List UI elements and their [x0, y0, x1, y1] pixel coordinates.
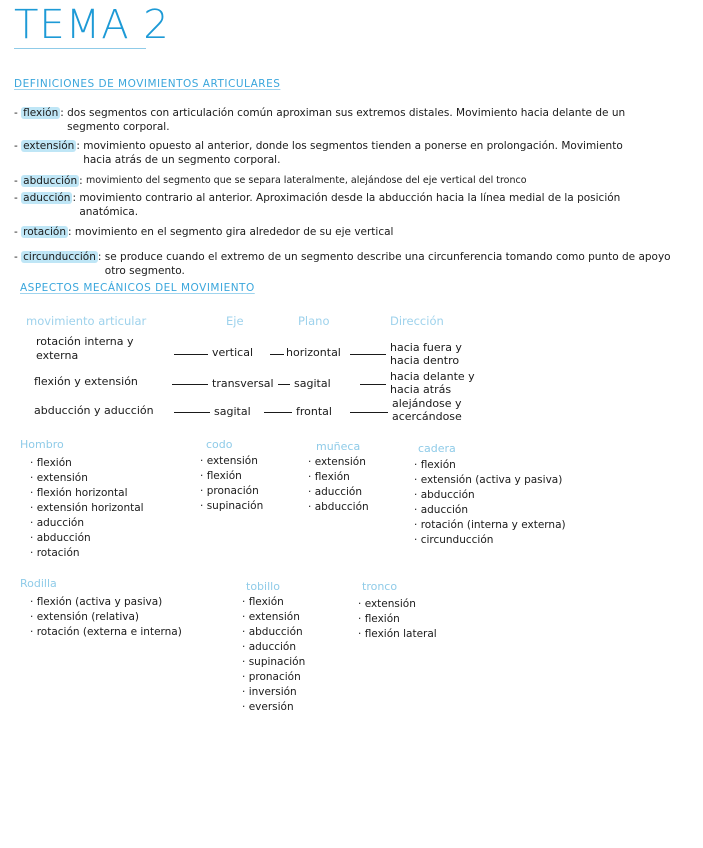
list-item: · extensión: [358, 597, 437, 612]
list-item: · flexión: [242, 595, 305, 610]
definition-term: aducción: [23, 192, 71, 204]
connector-line: [174, 412, 210, 413]
connector-line: [278, 384, 290, 385]
definition-term: flexión: [23, 107, 59, 119]
list-item: · flexión: [200, 469, 263, 484]
list-item: · circunducción: [414, 533, 566, 548]
definition-extension: - extensión : movimiento opuesto al anterior, donde los segmentos tienden a ponerse en prolongación. Movimiento hacia atrás de un segmento corporal.: [14, 139, 674, 167]
list-item: · aducción: [414, 503, 566, 518]
mechanics-heading: ASPECTOS MECÁNICOS DEL MOVIMIENTO: [20, 282, 255, 294]
connector-line: [264, 412, 292, 413]
list-item: · aducción: [30, 516, 144, 531]
joint-heading: tobillo: [246, 580, 280, 593]
definition-circunduccion: - circunducción : se produce cuando el extremo de un segmento describe una circunferencia tomando como punto de apoyo otro segmento.: [14, 250, 699, 278]
connector-line: [174, 354, 208, 355]
header-movement: movimiento articular: [26, 314, 147, 328]
definition-flexion: - flexión : dos segmentos con articulación común aproximan sus extremos distales. Movimiento hacia delante de un segmento corporal.: [14, 106, 674, 134]
mechanics-direction: hacia delante y hacia atrás: [390, 370, 475, 396]
joint-heading: cadera: [418, 442, 456, 455]
header-direction: Dirección: [390, 314, 444, 328]
definition-text: movimiento opuesto al anterior, donde los segmentos tienden a ponerse en prolongación. Movimiento hacia atrás de un segmento corporal.: [83, 140, 623, 166]
list-item: · extensión (activa y pasiva): [414, 473, 566, 488]
definition-text: se produce cuando el extremo de un segmento describe una circunferencia tomando como punto de apoyo otro segmento.: [104, 251, 671, 277]
list-item: · rotación: [30, 546, 144, 561]
list-item: · abducción: [308, 500, 369, 515]
list-item: · extensión: [242, 610, 305, 625]
joint-list: [30, 456, 144, 561]
list-item: · extensión (relativa): [30, 610, 182, 625]
list-item: · abducción: [414, 488, 566, 503]
connector-line: [350, 412, 388, 413]
mechanics-plane: frontal: [296, 405, 332, 418]
list-item: · inversión: [242, 685, 305, 700]
connector-line: [270, 354, 284, 355]
list-item: · flexión (activa y pasiva): [30, 595, 182, 610]
joint-list: [242, 595, 305, 715]
connector-line: [172, 384, 208, 385]
definition-abduccion: - abducción : movimiento del segmento que se separa lateralmente, alejándose del eje vertical del tronco: [14, 174, 694, 188]
joint-heading: codo: [206, 438, 233, 451]
joint-heading: Rodilla: [20, 577, 57, 590]
list-item: · aducción: [242, 640, 305, 655]
list-item: · flexión lateral: [358, 627, 437, 642]
list-item: · eversión: [242, 700, 305, 715]
list-item: · flexión: [30, 456, 144, 471]
joint-heading: tronco: [362, 580, 398, 593]
list-item: · flexión: [358, 612, 437, 627]
mechanics-movement: rotación interna y externa: [36, 335, 134, 362]
page-title: TEMA 2: [14, 2, 170, 48]
list-item: · flexión: [414, 458, 566, 473]
mechanics-plane: horizontal: [286, 346, 341, 359]
mechanics-axis: vertical: [212, 346, 254, 359]
joint-list: [200, 454, 263, 514]
list-item: · aducción: [308, 485, 369, 500]
connector-line: [350, 354, 386, 355]
list-item: · flexión horizontal: [30, 486, 144, 501]
mechanics-movement: flexión y extensión: [34, 375, 138, 388]
mechanics-axis: transversal: [212, 377, 274, 390]
list-item: · pronación: [242, 670, 305, 685]
mechanics-plane: sagital: [294, 377, 331, 390]
list-item: · rotación (interna y externa): [414, 518, 566, 533]
header-axis: Eje: [226, 314, 244, 328]
joint-heading: Hombro: [20, 438, 64, 451]
definition-term: extensión: [23, 140, 75, 152]
list-item: · abducción: [242, 625, 305, 640]
definition-term: abducción: [23, 175, 78, 187]
list-item: · extensión: [200, 454, 263, 469]
list-item: · pronación: [200, 484, 263, 499]
title-underline: [14, 48, 146, 49]
mechanics-movement: abducción y aducción: [34, 404, 154, 417]
mechanics-axis: sagital: [214, 405, 251, 418]
list-item: · abducción: [30, 531, 144, 546]
list-item: · supinación: [242, 655, 305, 670]
definition-text: movimiento en el segmento gira alrededor de su eje vertical: [74, 226, 394, 238]
definition-text: movimiento del segmento que se separa lateralmente, alejándose del eje vertical del tronco: [86, 175, 527, 186]
definition-text: dos segmentos con articulación común aproximan sus extremos distales. Movimiento hacia delante de un segmento corporal.: [67, 107, 626, 133]
definition-aduccion: - aducción : movimiento contrario al anterior. Aproximación desde la abducción hacia la línea medial de la posición anatómica.: [14, 191, 699, 219]
mechanics-direction: alejándose y acercándose: [392, 397, 462, 423]
joint-list: [30, 595, 182, 640]
joint-list: [358, 597, 437, 642]
list-item: · supinación: [200, 499, 263, 514]
definition-term: rotación: [23, 226, 66, 238]
list-item: · extensión: [30, 471, 144, 486]
definitions-heading: DEFINICIONES DE MOVIMIENTOS ARTICULARES: [14, 78, 281, 90]
list-item: · rotación (externa e interna): [30, 625, 182, 640]
mechanics-direction: hacia fuera y hacia dentro: [390, 341, 462, 367]
joint-heading: muñeca: [316, 440, 361, 453]
connector-line: [360, 384, 386, 385]
header-plane: Plano: [298, 314, 330, 328]
definition-rotacion: - rotación : movimiento en el segmento gira alrededor de su eje vertical: [14, 225, 674, 239]
joint-list: [414, 458, 566, 548]
definition-term: circunducción: [23, 251, 96, 263]
list-item: · extensión horizontal: [30, 501, 144, 516]
definition-text: movimiento contrario al anterior. Aproximación desde la abducción hacia la línea medial de la posición anatómica.: [79, 192, 621, 218]
list-item: · extensión: [308, 455, 369, 470]
joint-list: [308, 455, 369, 515]
list-item: · flexión: [308, 470, 369, 485]
